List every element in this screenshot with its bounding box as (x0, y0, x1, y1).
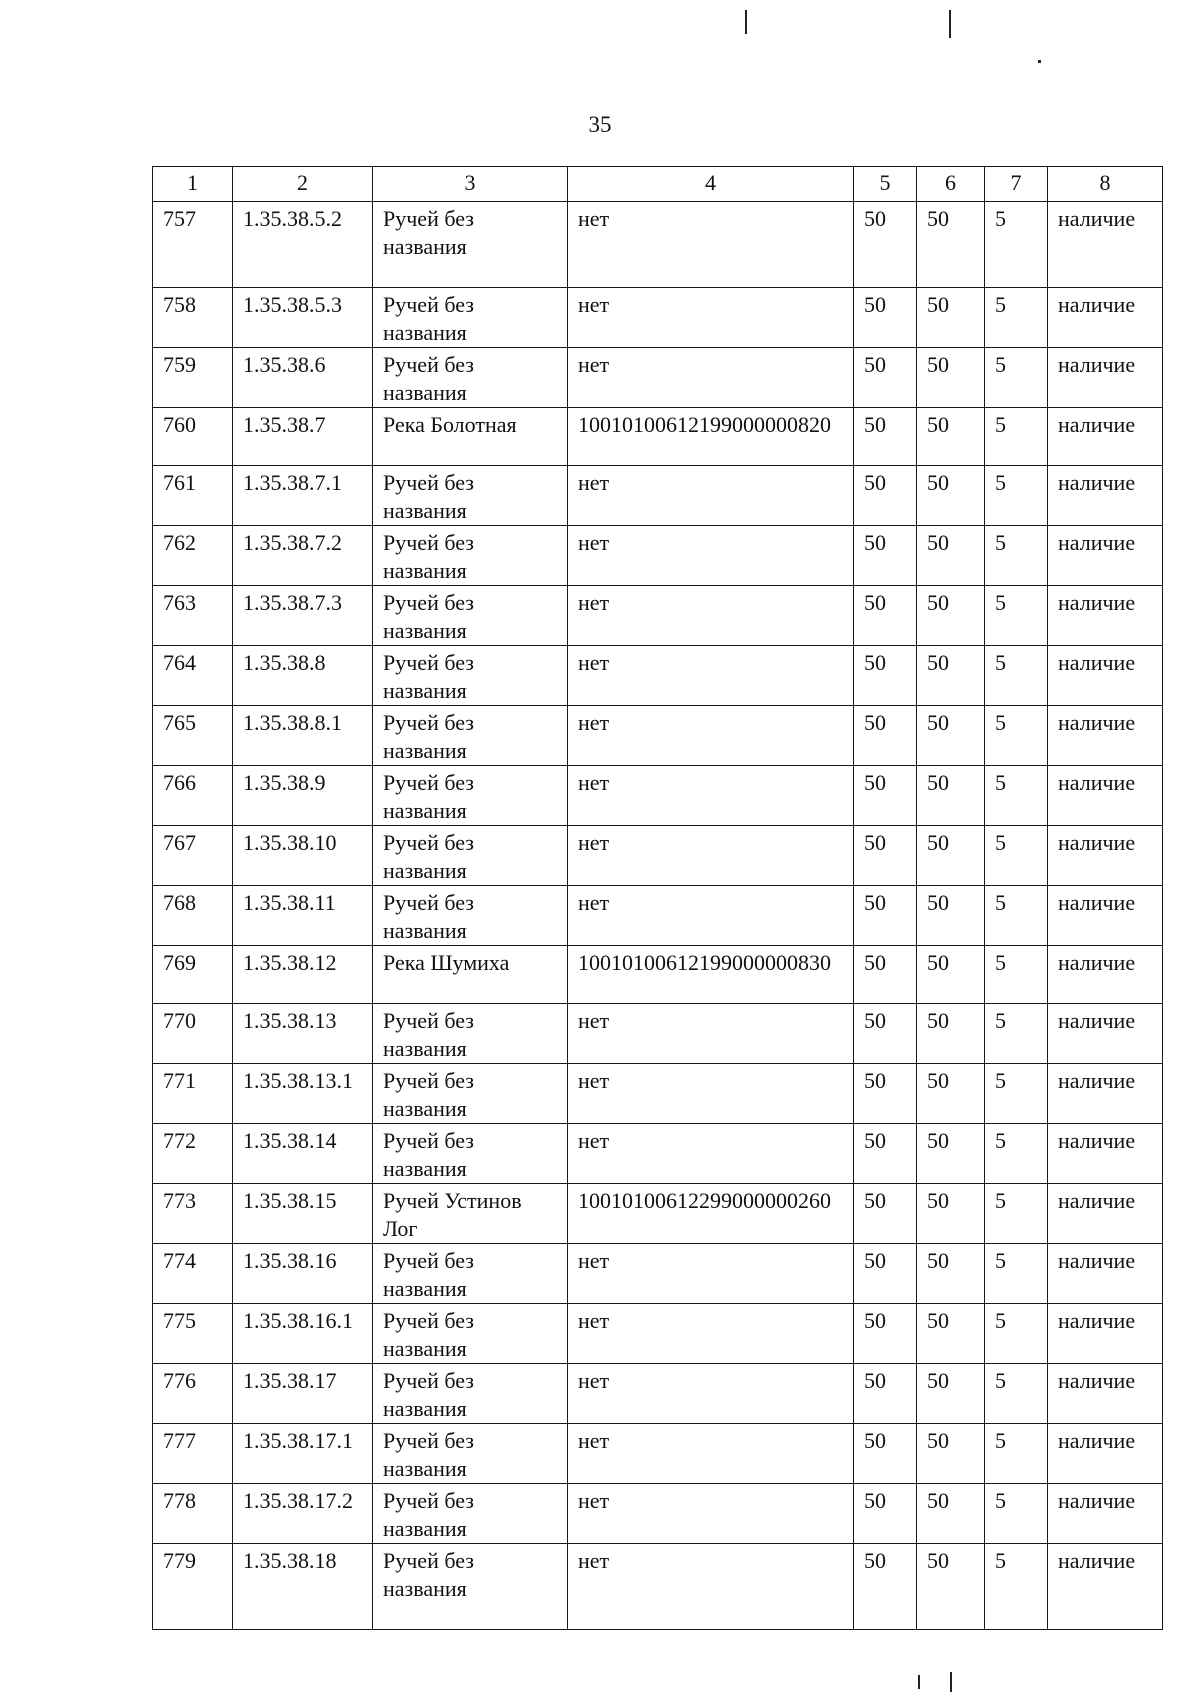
value-col-7-cell: 5 (985, 826, 1048, 886)
value-col-5-cell: 50 (854, 1424, 917, 1484)
status-cell: наличие (1048, 1424, 1163, 1484)
value-col-6-cell: 50 (917, 1124, 985, 1184)
value-col-7-cell: 5 (985, 1184, 1048, 1244)
status-cell: наличие (1048, 1364, 1163, 1424)
value-col-5-cell: 50 (854, 408, 917, 466)
row-number-cell: 765 (153, 706, 233, 766)
row-number-cell: 764 (153, 646, 233, 706)
status-cell: наличие (1048, 1004, 1163, 1064)
value-col-5-cell: 50 (854, 1304, 917, 1364)
water-body-name-cell: Ручей без названия (373, 766, 568, 826)
column-header-8: 8 (1048, 167, 1163, 202)
value-col-7-cell: 5 (985, 1544, 1048, 1630)
gvr-code-cell: 10010100612199000000830 (568, 946, 854, 1004)
row-number-cell: 773 (153, 1184, 233, 1244)
water-body-name-cell: Ручей без названия (373, 1244, 568, 1304)
value-col-5-cell: 50 (854, 202, 917, 288)
value-col-6-cell: 50 (917, 466, 985, 526)
value-col-7-cell: 5 (985, 886, 1048, 946)
water-body-name-cell: Река Шумиха (373, 946, 568, 1004)
value-col-5-cell: 50 (854, 886, 917, 946)
column-header-7: 7 (985, 167, 1048, 202)
table-row (153, 202, 1163, 288)
water-body-name-cell: Ручей без названия (373, 1544, 568, 1630)
value-col-7-cell: 5 (985, 466, 1048, 526)
water-body-name-cell: Ручей Устинов Лог (373, 1184, 568, 1244)
hydro-code-cell: 1.35.38.7.3 (233, 586, 373, 646)
value-col-6-cell: 50 (917, 1364, 985, 1424)
gvr-code-cell: нет (568, 1064, 854, 1124)
row-number-cell: 758 (153, 288, 233, 348)
gvr-code-cell: нет (568, 1544, 854, 1630)
scan-mark (949, 10, 951, 38)
row-number-cell: 757 (153, 202, 233, 288)
value-col-7-cell: 5 (985, 1364, 1048, 1424)
value-col-5-cell: 50 (854, 946, 917, 1004)
column-header-1: 1 (153, 167, 233, 202)
table-row (153, 1424, 1163, 1484)
water-body-name-cell: Ручей без названия (373, 586, 568, 646)
value-col-6-cell: 50 (917, 526, 985, 586)
value-col-5-cell: 50 (854, 1244, 917, 1304)
hydro-code-cell: 1.35.38.14 (233, 1124, 373, 1184)
table-row (153, 886, 1163, 946)
gvr-code-cell: нет (568, 586, 854, 646)
scan-mark (918, 1675, 920, 1689)
hydro-code-cell: 1.35.38.17 (233, 1364, 373, 1424)
registry-table (152, 166, 1163, 1630)
value-col-5-cell: 50 (854, 1064, 917, 1124)
value-col-6-cell: 50 (917, 1484, 985, 1544)
value-col-5-cell: 50 (854, 1364, 917, 1424)
scan-mark (1038, 60, 1041, 63)
hydro-code-cell: 1.35.38.7.1 (233, 466, 373, 526)
column-header-3: 3 (373, 167, 568, 202)
gvr-code-cell: нет (568, 1244, 854, 1304)
value-col-6-cell: 50 (917, 646, 985, 706)
table-row (153, 706, 1163, 766)
value-col-7-cell: 5 (985, 348, 1048, 408)
value-col-6-cell: 50 (917, 1544, 985, 1630)
value-col-5-cell: 50 (854, 1184, 917, 1244)
status-cell: наличие (1048, 1124, 1163, 1184)
value-col-5-cell: 50 (854, 706, 917, 766)
column-header-5: 5 (854, 167, 917, 202)
row-number-cell: 771 (153, 1064, 233, 1124)
value-col-5-cell: 50 (854, 1124, 917, 1184)
column-header-4: 4 (568, 167, 854, 202)
value-col-5-cell: 50 (854, 646, 917, 706)
row-number-cell: 770 (153, 1004, 233, 1064)
value-col-5-cell: 50 (854, 1004, 917, 1064)
hydro-code-cell: 1.35.38.17.2 (233, 1484, 373, 1544)
row-number-cell: 760 (153, 408, 233, 466)
status-cell: наличие (1048, 1304, 1163, 1364)
row-number-cell: 766 (153, 766, 233, 826)
value-col-7-cell: 5 (985, 1244, 1048, 1304)
table-row (153, 1244, 1163, 1304)
table-row (153, 348, 1163, 408)
gvr-code-cell: 10010100612299000000260 (568, 1184, 854, 1244)
gvr-code-cell: нет (568, 202, 854, 288)
value-col-6-cell: 50 (917, 348, 985, 408)
value-col-7-cell: 5 (985, 1304, 1048, 1364)
value-col-5-cell: 50 (854, 288, 917, 348)
status-cell: наличие (1048, 946, 1163, 1004)
gvr-code-cell: нет (568, 466, 854, 526)
table-row (153, 1304, 1163, 1364)
hydro-code-cell: 1.35.38.9 (233, 766, 373, 826)
value-col-6-cell: 50 (917, 766, 985, 826)
value-col-6-cell: 50 (917, 202, 985, 288)
water-body-name-cell: Ручей без названия (373, 886, 568, 946)
value-col-7-cell: 5 (985, 288, 1048, 348)
water-body-name-cell: Ручей без названия (373, 288, 568, 348)
table-header-row (153, 167, 1163, 202)
status-cell: наличие (1048, 1184, 1163, 1244)
value-col-7-cell: 5 (985, 1484, 1048, 1544)
row-number-cell: 759 (153, 348, 233, 408)
table-row (153, 826, 1163, 886)
gvr-code-cell: нет (568, 1004, 854, 1064)
value-col-5-cell: 50 (854, 1544, 917, 1630)
row-number-cell: 777 (153, 1424, 233, 1484)
table-row (153, 646, 1163, 706)
row-number-cell: 774 (153, 1244, 233, 1304)
gvr-code-cell: 10010100612199000000820 (568, 408, 854, 466)
table-row (153, 766, 1163, 826)
status-cell: наличие (1048, 526, 1163, 586)
table-row (153, 1364, 1163, 1424)
value-col-7-cell: 5 (985, 1004, 1048, 1064)
hydro-code-cell: 1.35.38.18 (233, 1544, 373, 1630)
hydro-code-cell: 1.35.38.13 (233, 1004, 373, 1064)
value-col-5-cell: 50 (854, 466, 917, 526)
gvr-code-cell: нет (568, 1124, 854, 1184)
status-cell: наличие (1048, 1064, 1163, 1124)
status-cell: наличие (1048, 1484, 1163, 1544)
value-col-6-cell: 50 (917, 1244, 985, 1304)
hydro-code-cell: 1.35.38.13.1 (233, 1064, 373, 1124)
gvr-code-cell: нет (568, 886, 854, 946)
value-col-7-cell: 5 (985, 586, 1048, 646)
row-number-cell: 761 (153, 466, 233, 526)
row-number-cell: 776 (153, 1364, 233, 1424)
water-body-name-cell: Ручей без названия (373, 646, 568, 706)
value-col-6-cell: 50 (917, 706, 985, 766)
water-body-name-cell: Ручей без названия (373, 202, 568, 288)
page-number: 35 (588, 112, 612, 137)
value-col-6-cell: 50 (917, 1304, 985, 1364)
hydro-code-cell: 1.35.38.17.1 (233, 1424, 373, 1484)
value-col-7-cell: 5 (985, 408, 1048, 466)
row-number-cell: 762 (153, 526, 233, 586)
value-col-6-cell: 50 (917, 408, 985, 466)
hydro-code-cell: 1.35.38.15 (233, 1184, 373, 1244)
value-col-6-cell: 50 (917, 1004, 985, 1064)
water-body-name-cell: Ручей без названия (373, 826, 568, 886)
value-col-6-cell: 50 (917, 886, 985, 946)
row-number-cell: 769 (153, 946, 233, 1004)
column-header-6: 6 (917, 167, 985, 202)
water-body-name-cell: Ручей без названия (373, 526, 568, 586)
value-col-5-cell: 50 (854, 766, 917, 826)
hydro-code-cell: 1.35.38.16 (233, 1244, 373, 1304)
value-col-6-cell: 50 (917, 826, 985, 886)
value-col-7-cell: 5 (985, 1424, 1048, 1484)
table-row (153, 1484, 1163, 1544)
hydro-code-cell: 1.35.38.8.1 (233, 706, 373, 766)
row-number-cell: 779 (153, 1544, 233, 1630)
status-cell: наличие (1048, 202, 1163, 288)
table-row (153, 1004, 1163, 1064)
table-row (153, 466, 1163, 526)
row-number-cell: 772 (153, 1124, 233, 1184)
value-col-5-cell: 50 (854, 526, 917, 586)
status-cell: наличие (1048, 408, 1163, 466)
value-col-7-cell: 5 (985, 646, 1048, 706)
gvr-code-cell: нет (568, 1424, 854, 1484)
gvr-code-cell: нет (568, 706, 854, 766)
row-number-cell: 775 (153, 1304, 233, 1364)
gvr-code-cell: нет (568, 1484, 854, 1544)
table-row (153, 1064, 1163, 1124)
value-col-7-cell: 5 (985, 706, 1048, 766)
status-cell: наличие (1048, 466, 1163, 526)
water-body-name-cell: Ручей без названия (373, 1064, 568, 1124)
water-body-name-cell: Ручей без названия (373, 348, 568, 408)
hydro-code-cell: 1.35.38.10 (233, 826, 373, 886)
status-cell: наличие (1048, 826, 1163, 886)
value-col-5-cell: 50 (854, 826, 917, 886)
water-body-name-cell: Ручей без названия (373, 1484, 568, 1544)
scan-mark (745, 10, 747, 34)
status-cell: наличие (1048, 288, 1163, 348)
hydro-code-cell: 1.35.38.7.2 (233, 526, 373, 586)
hydro-code-cell: 1.35.38.12 (233, 946, 373, 1004)
status-cell: наличие (1048, 1244, 1163, 1304)
water-body-name-cell: Река Болотная (373, 408, 568, 466)
water-body-name-cell: Ручей без названия (373, 1424, 568, 1484)
table-body (153, 202, 1163, 1630)
water-body-name-cell: Ручей без названия (373, 1364, 568, 1424)
value-col-6-cell: 50 (917, 586, 985, 646)
table-row (153, 288, 1163, 348)
gvr-code-cell: нет (568, 1364, 854, 1424)
gvr-code-cell: нет (568, 766, 854, 826)
value-col-7-cell: 5 (985, 526, 1048, 586)
hydro-code-cell: 1.35.38.7 (233, 408, 373, 466)
water-body-name-cell: Ручей без названия (373, 1124, 568, 1184)
hydro-code-cell: 1.35.38.5.3 (233, 288, 373, 348)
table-row (153, 1184, 1163, 1244)
hydro-code-cell: 1.35.38.8 (233, 646, 373, 706)
status-cell: наличие (1048, 886, 1163, 946)
status-cell: наличие (1048, 1544, 1163, 1630)
gvr-code-cell: нет (568, 348, 854, 408)
hydro-code-cell: 1.35.38.5.2 (233, 202, 373, 288)
row-number-cell: 778 (153, 1484, 233, 1544)
status-cell: наличие (1048, 646, 1163, 706)
status-cell: наличие (1048, 348, 1163, 408)
status-cell: наличие (1048, 586, 1163, 646)
value-col-5-cell: 50 (854, 586, 917, 646)
hydro-code-cell: 1.35.38.6 (233, 348, 373, 408)
water-body-name-cell: Ручей без названия (373, 706, 568, 766)
value-col-6-cell: 50 (917, 1064, 985, 1124)
value-col-6-cell: 50 (917, 1184, 985, 1244)
gvr-code-cell: нет (568, 646, 854, 706)
table-row (153, 1124, 1163, 1184)
value-col-7-cell: 5 (985, 1124, 1048, 1184)
water-body-name-cell: Ручей без названия (373, 466, 568, 526)
value-col-7-cell: 5 (985, 946, 1048, 1004)
scan-mark (950, 1672, 952, 1692)
value-col-6-cell: 50 (917, 946, 985, 1004)
column-header-2: 2 (233, 167, 373, 202)
gvr-code-cell: нет (568, 826, 854, 886)
water-body-name-cell: Ручей без названия (373, 1304, 568, 1364)
table-row (153, 586, 1163, 646)
hydro-code-cell: 1.35.38.11 (233, 886, 373, 946)
water-body-name-cell: Ручей без названия (373, 1004, 568, 1064)
table-row (153, 408, 1163, 466)
hydro-code-cell: 1.35.38.16.1 (233, 1304, 373, 1364)
gvr-code-cell: нет (568, 1304, 854, 1364)
table-row (153, 946, 1163, 1004)
value-col-5-cell: 50 (854, 348, 917, 408)
table-row (153, 1544, 1163, 1630)
value-col-5-cell: 50 (854, 1484, 917, 1544)
value-col-6-cell: 50 (917, 288, 985, 348)
row-number-cell: 767 (153, 826, 233, 886)
gvr-code-cell: нет (568, 288, 854, 348)
value-col-7-cell: 5 (985, 202, 1048, 288)
status-cell: наличие (1048, 706, 1163, 766)
value-col-7-cell: 5 (985, 766, 1048, 826)
status-cell: наличие (1048, 766, 1163, 826)
gvr-code-cell: нет (568, 526, 854, 586)
value-col-7-cell: 5 (985, 1064, 1048, 1124)
table-row (153, 526, 1163, 586)
row-number-cell: 763 (153, 586, 233, 646)
value-col-6-cell: 50 (917, 1424, 985, 1484)
row-number-cell: 768 (153, 886, 233, 946)
